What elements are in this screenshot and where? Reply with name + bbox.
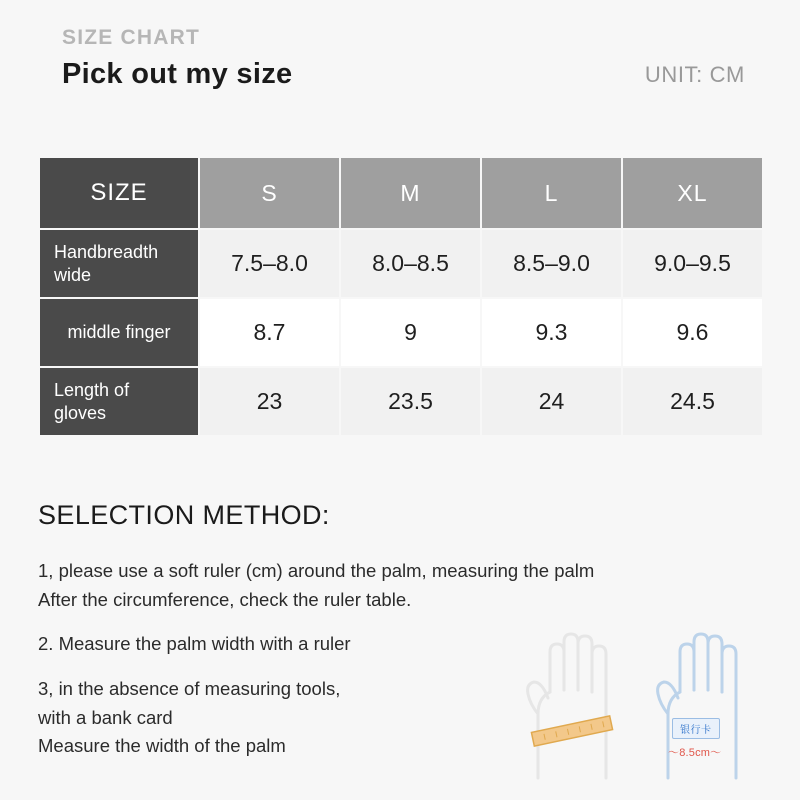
method-step-3-main: 3, in the absence of measuring tools, [38,678,341,700]
bank-card-badge: 银行卡 [672,718,720,739]
table-row [39,229,763,298]
table-col-header-l: L [481,157,622,229]
table-col-header-m: M [340,157,481,229]
page-title: Pick out my size [62,58,293,90]
row-label-handbreadth: Handbreadth wide [39,229,199,298]
method-step-1 [38,557,738,614]
cell-length-m: 23.5 [340,367,481,436]
cell-handbreadth-m: 8.0–8.5 [340,229,481,298]
table-body [39,229,763,436]
cell-middle-finger-l: 9.3 [481,298,622,367]
method-step-1-main: 1, please use a soft ruler (cm) around the palm, measuring the palm [38,560,595,581]
cell-length-s: 23 [199,367,340,436]
measure-width-label: ～8.5cm～ [668,747,722,759]
hands-illustration-svg [516,628,770,788]
title-row [62,58,750,91]
cell-middle-finger-s: 8.7 [199,298,340,367]
kicker-label: SIZE CHART [62,26,200,49]
ruler-icon [531,716,612,746]
cell-length-l: 24 [481,367,622,436]
method-step-1-sub: After the circumference, check the ruler table. [38,588,412,610]
size-table-wrapper [38,156,762,437]
measurement-illustration [516,628,770,788]
table-corner-label: SIZE [39,157,199,229]
table-col-header-s: S [199,157,340,229]
cell-handbreadth-l: 8.5–9.0 [481,229,622,298]
unit-label: UNIT: CM [644,62,745,87]
method-step-2-main: 2. Measure the palm width with a ruler [38,633,351,655]
hand-outline-icon [528,634,606,778]
method-step-3-sub: with a bank card [38,706,173,728]
method-step-3-extra: Measure the width of the palm [38,735,286,757]
table-header-row [39,157,763,229]
cell-handbreadth-xl: 9.0–9.5 [622,229,763,298]
table-head [39,157,763,229]
table-row [39,298,763,367]
cell-handbreadth-s: 7.5–8.0 [199,229,340,298]
row-label-middle-finger: middle finger [39,298,199,367]
cell-length-xl: 24.5 [622,367,763,436]
selection-method-title: SELECTION METHOD: [38,500,330,530]
table-row [39,367,763,436]
size-table [38,156,764,437]
table-col-header-xl: XL [622,157,763,229]
cell-middle-finger-xl: 9.6 [622,298,763,367]
row-label-length: Length of gloves [39,367,199,436]
header [62,26,750,91]
cell-middle-finger-m: 9 [340,298,481,367]
